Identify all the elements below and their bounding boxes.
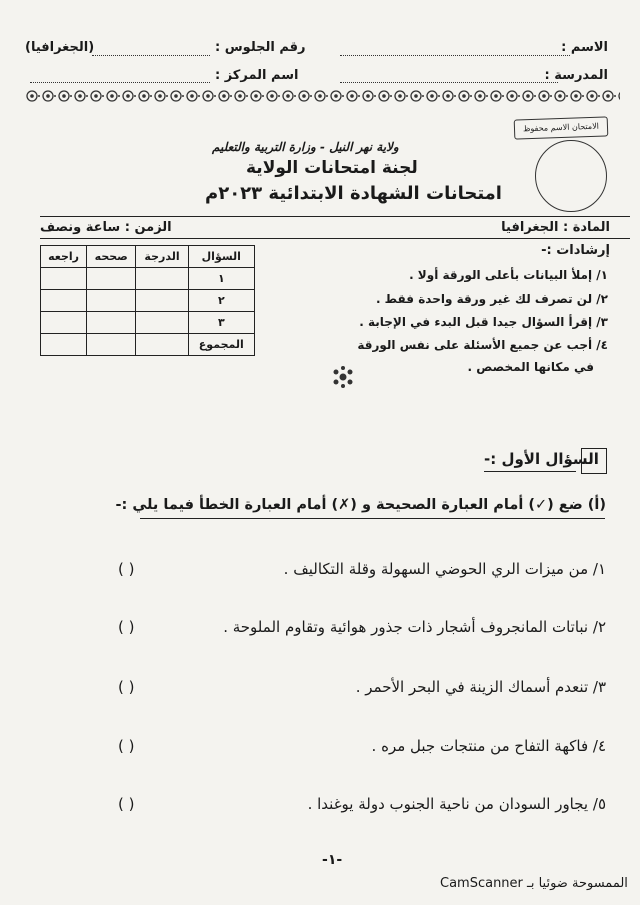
seat-field bbox=[92, 55, 210, 56]
instruction-item: في مكانها المخصص . bbox=[467, 360, 594, 374]
scanner-watermark: CamScanner الممسوحة ضوئيا بـ bbox=[440, 876, 628, 891]
statement-3: ٣/ تنعدم أسماك الزينة في البحر الأحمر . bbox=[355, 678, 606, 696]
table-cell: ١ bbox=[188, 268, 254, 290]
name-label: الاسم : bbox=[561, 40, 608, 55]
table-row bbox=[41, 312, 255, 334]
part-a-instruction: (أ) ضع (✓) أمام العبارة الصحيحة و (✗) أمام العبارة الخطأ فيما يلي :- bbox=[115, 497, 606, 513]
table-cell[interactable] bbox=[136, 312, 188, 334]
table-cell[interactable] bbox=[136, 290, 188, 312]
table-cell[interactable] bbox=[136, 268, 188, 290]
instruction-item: ٣/ إقرأ السؤال جيدا قبل البدء في الإجابة . bbox=[359, 315, 608, 329]
table-cell[interactable] bbox=[87, 290, 136, 312]
table-cell[interactable] bbox=[87, 312, 136, 334]
time-label: الزمن : ساعة ونصف bbox=[40, 220, 172, 235]
table-row bbox=[41, 290, 255, 312]
school-field bbox=[340, 82, 558, 83]
table-cell[interactable] bbox=[87, 334, 136, 356]
flower-ornament-icon bbox=[328, 365, 358, 393]
question-title: السؤال الأول :- bbox=[484, 450, 599, 468]
statement-4: ٤/ فاكهة التفاح من منتجات جبل مره . bbox=[371, 737, 606, 755]
stamp-box: الامتحان الاسم محفوظ bbox=[514, 116, 609, 139]
table-row bbox=[41, 268, 255, 290]
answer-paren-4[interactable]: ( ) bbox=[118, 737, 135, 755]
subject-label: المادة : الجغرافيا bbox=[501, 220, 610, 235]
table-cell: ٢ bbox=[188, 290, 254, 312]
table-cell[interactable] bbox=[41, 334, 87, 356]
name-field bbox=[340, 55, 570, 56]
school-label: المدرسة : bbox=[544, 68, 608, 83]
table-cell[interactable] bbox=[41, 290, 87, 312]
table-row bbox=[41, 246, 255, 268]
answer-paren-5[interactable]: ( ) bbox=[118, 795, 135, 813]
statement-1: ١/ من ميزات الري الحوضي السهولة وقلة التكاليف . bbox=[283, 560, 606, 578]
divider-top bbox=[40, 216, 630, 217]
table-cell[interactable] bbox=[41, 312, 87, 334]
exam-title: امتحانات الشهادة الابتدائية ٢٠٢٣م bbox=[205, 183, 502, 204]
table-cell[interactable] bbox=[136, 334, 188, 356]
part-a-underline bbox=[140, 518, 605, 519]
table-header: راجعه bbox=[41, 246, 87, 268]
table-header: صححه bbox=[87, 246, 136, 268]
table-cell: المجموع bbox=[188, 334, 254, 356]
table-cell: ٣ bbox=[188, 312, 254, 334]
grade-table bbox=[40, 245, 255, 356]
instructions-title: إرشادات :- bbox=[541, 243, 610, 258]
table-cell[interactable] bbox=[87, 268, 136, 290]
instruction-item: ١/ إملأ البيانات بأعلى الورقة أولا . bbox=[409, 268, 608, 282]
statement-5: ٥/ يجاور السودان من ناحية الجنوب دولة يوغندا . bbox=[307, 795, 606, 813]
committee-title: لجنة امتحانات الولاية bbox=[246, 158, 418, 178]
ornament-border bbox=[24, 88, 620, 104]
divider-bottom bbox=[40, 238, 630, 239]
center-field bbox=[30, 82, 210, 83]
seat-label: رقم الجلوس : bbox=[215, 40, 306, 55]
ministry-line: ولاية نهر النيل - وزارة التربية والتعليم bbox=[212, 140, 399, 154]
table-header: الدرجة bbox=[136, 246, 188, 268]
answer-paren-3[interactable]: ( ) bbox=[118, 678, 135, 696]
instruction-item: ٢/ لن تصرف لك غير ورقة واحدة فقط . bbox=[375, 292, 608, 306]
page-number: -١- bbox=[322, 852, 343, 868]
table-row bbox=[41, 334, 255, 356]
table-cell[interactable] bbox=[41, 268, 87, 290]
question-underline bbox=[484, 471, 576, 472]
center-label: اسم المركز : bbox=[215, 68, 299, 83]
statement-2: ٢/ نباتات المانجروف أشجار ذات جذور هوائية وتقاوم الملوحة . bbox=[223, 618, 606, 636]
table-header: السؤال bbox=[188, 246, 254, 268]
subject-short: (الجغرافيا) bbox=[25, 40, 95, 55]
instruction-item: ٤/ أجب عن جميع الأسئلة على نفس الورقة bbox=[357, 338, 608, 352]
seal-circle bbox=[535, 140, 607, 212]
answer-paren-2[interactable]: ( ) bbox=[118, 618, 135, 636]
answer-paren-1[interactable]: ( ) bbox=[118, 560, 135, 578]
